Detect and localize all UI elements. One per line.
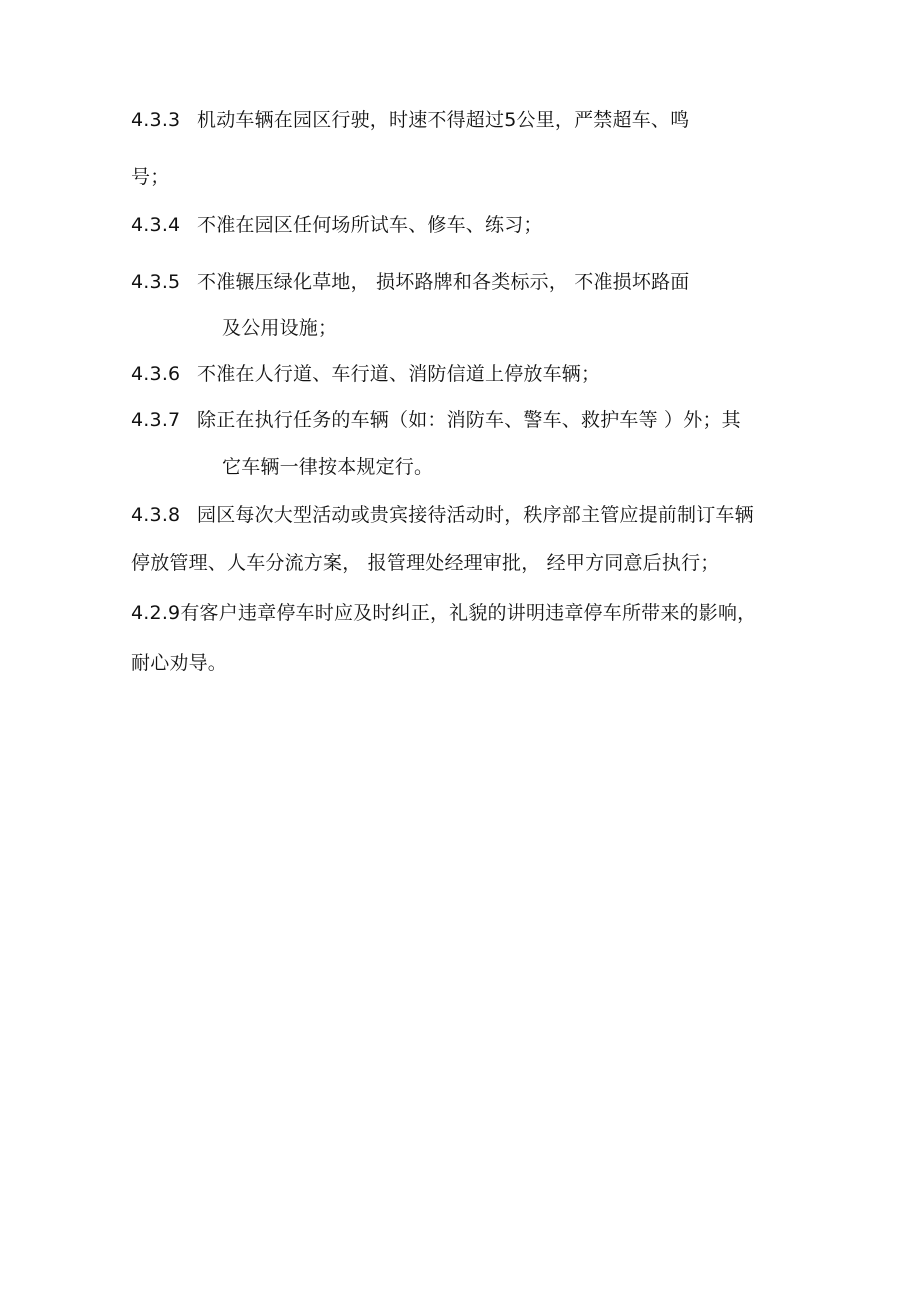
clause-4-3-5	[131, 270, 689, 294]
clause-text: 不准在人行道、车行道、消防信道上停放车辆；	[197, 363, 601, 385]
clause-4-3-6	[131, 362, 600, 386]
clause-number: 4.3.5	[131, 271, 181, 293]
clause-4-2-9-continuation	[131, 651, 227, 675]
clause-4-2-9	[131, 601, 756, 625]
clause-4-3-3-continuation	[131, 165, 169, 189]
clause-number: 4.3.8	[131, 504, 181, 526]
clause-number: 4.3.7	[131, 409, 181, 431]
clause-number: 4.3.4	[131, 214, 181, 236]
clause-4-3-8	[131, 503, 754, 527]
clause-text: 停放管理、人车分流方案， 报管理处经理审批， 经甲方同意后执行；	[131, 552, 720, 574]
clause-text: 园区每次大型活动或贵宾接待活动时，秩序部主管应提前制订车辆	[197, 504, 754, 526]
clause-text: 除正在执行任务的车辆（如：消防车、警车、救护车等 ）外；其	[197, 409, 741, 431]
clause-4-3-3	[131, 108, 689, 132]
clause-4-3-7	[131, 408, 741, 432]
clause-text: 及公用设施；	[222, 317, 338, 339]
clause-text: 有客户违章停车时应及时纠正，礼貌的讲明违章停车所带来的影响，	[180, 602, 757, 624]
clause-text: 它车辆一律按本规定行。	[222, 456, 434, 478]
clause-4-3-5-continuation	[222, 316, 337, 340]
clause-number: 4.2.9	[131, 602, 181, 624]
clause-text: 耐心劝导。	[131, 652, 228, 674]
clause-4-3-7-continuation	[222, 455, 433, 479]
clause-text: 不准辗压绿化草地， 损坏路牌和各类标示， 不准损坏路面	[197, 271, 690, 293]
clause-number: 4.3.6	[131, 363, 181, 385]
clause-4-3-4	[131, 213, 543, 237]
clause-number: 4.3.3	[131, 109, 181, 131]
clause-text: 号；	[131, 166, 170, 188]
clause-text: 不准在园区任何场所试车、修车、练习；	[197, 214, 543, 236]
clause-4-3-8-continuation	[131, 551, 719, 575]
clause-text: 机动车辆在园区行驶，时速不得超过5公里，严禁超车、鸣	[197, 109, 690, 131]
